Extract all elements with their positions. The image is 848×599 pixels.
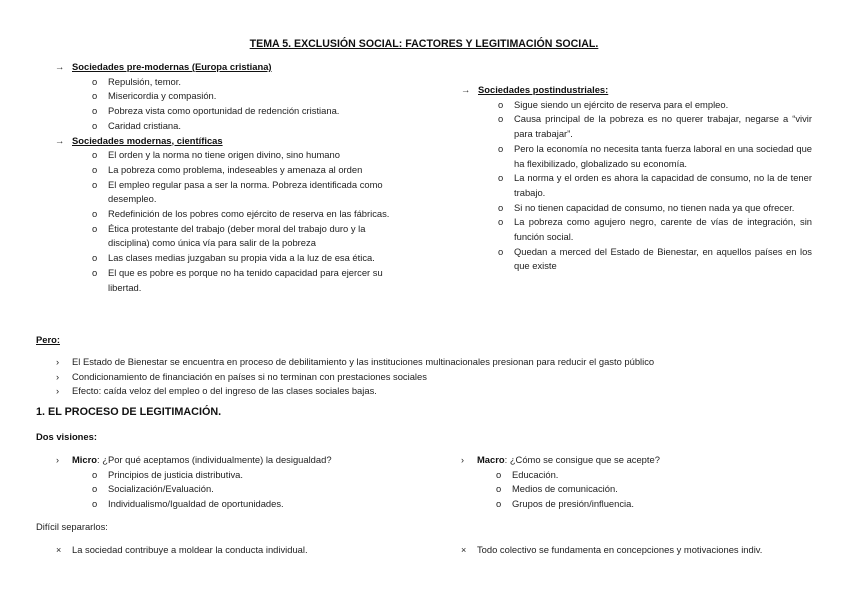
- list-item-text: Repulsión, temor.: [108, 75, 181, 87]
- bullet-icon: o: [92, 90, 98, 102]
- list-item-text: La pobreza como agujero negro, carente de vías de integración, sin función social.: [514, 216, 812, 243]
- list-item-text: Redefinición de los pobres como ejército de reserva en las fábricas.: [108, 208, 390, 220]
- list-item: [498, 98, 812, 113]
- list-item-text: Caridad cristiana.: [108, 119, 181, 131]
- list-item: [498, 245, 812, 274]
- chevron-icon: ›: [461, 455, 464, 465]
- list-item: [496, 482, 817, 497]
- list-item-text: El empleo regular pasa a ser la norma. Pobreza identificada como desempleo.: [108, 178, 383, 205]
- bullet-icon: o: [498, 142, 504, 154]
- bullet-icon: o: [496, 498, 502, 510]
- list-item: [498, 201, 812, 216]
- list-item: [92, 497, 432, 512]
- list-item-text: Si no tienen capacidad de consumo, no tienen nada ya que ofrecer.: [514, 201, 795, 213]
- bullet-icon: o: [92, 222, 98, 234]
- bullet-icon: o: [92, 178, 98, 190]
- bullet-icon: o: [498, 172, 504, 184]
- list-item: [498, 171, 812, 200]
- bullet-icon: o: [92, 149, 98, 161]
- list-item: [92, 119, 372, 134]
- premodernas-list: [92, 75, 372, 134]
- bullet-icon: o: [498, 98, 504, 110]
- dificil-label: Difícil separarlos:: [36, 521, 108, 532]
- bullet-icon: o: [92, 483, 98, 495]
- modernas-list: [92, 148, 408, 295]
- list-item: [498, 142, 812, 171]
- chevron-icon: ›: [56, 385, 60, 397]
- section-header: Sociedades pre-modernas (Europa cristiana): [72, 61, 272, 72]
- list-item-text: Ética protestante del trabajo (deber moral del trabajo duro y la disciplina) como única vía para salir de la pobreza: [108, 222, 366, 249]
- list-item-text: Causa principal de la pobreza es no querer trabajar, negarse a “vivir para trabajar”.: [514, 113, 812, 140]
- list-item-text: La pobreza como problema, indeseables y amenaza al orden: [108, 163, 363, 175]
- cross-icon: ×: [56, 545, 62, 555]
- list-item: [498, 112, 812, 141]
- list-item: [496, 468, 817, 483]
- list-item: [92, 178, 408, 207]
- list-item: [92, 104, 372, 119]
- bullet-icon: o: [498, 201, 504, 213]
- page-title: TEMA 5. EXCLUSIÓN SOCIAL: FACTORES Y LEGITIMACIÓN SOCIAL.: [249, 38, 599, 50]
- arrow-icon: →: [461, 84, 471, 95]
- list-item-text: Medios de comunicación.: [512, 483, 618, 495]
- list-item-text: Condicionamiento de financiación en países si no terminan con prestaciones sociales: [72, 370, 427, 382]
- right-point-text: Todo colectivo se fundamenta en concepciones y motivaciones indiv.: [477, 544, 763, 555]
- macro-list: [496, 468, 817, 512]
- section-header: Sociedades modernas, científicas: [72, 134, 223, 146]
- list-item: [92, 468, 432, 483]
- list-item: [92, 251, 408, 266]
- list-item-text: La norma y el orden es ahora la capacidad de consumo, no la de tener trabajo.: [514, 172, 812, 198]
- macro-block: [461, 453, 817, 512]
- pero-header: Pero:: [36, 334, 60, 345]
- section-header: Sociedades postindustriales:: [478, 84, 609, 95]
- list-item-text: El orden y la norma no tiene origen divino, sino humano: [108, 149, 340, 161]
- chevron-icon: ›: [56, 455, 59, 465]
- list-item: [56, 355, 832, 370]
- list-item-text: El que es pobre es porque no ha tenido capacidad para ejercer su libertad.: [108, 266, 383, 293]
- list-item-text: Individualismo/Igualdad de oportunidades.: [108, 498, 284, 510]
- section-heading: 1. EL PROCESO DE LEGITIMACIÓN.: [36, 406, 222, 418]
- list-item: [92, 482, 432, 497]
- list-item-text: Las clases medias juzgaban su propia vida a la luz de esa ética.: [108, 252, 375, 264]
- list-item-text: Educación.: [512, 468, 559, 480]
- bullet-icon: o: [496, 483, 502, 495]
- cross-icon: ×: [461, 545, 467, 555]
- list-item: [92, 148, 408, 163]
- bullet-icon: o: [92, 75, 98, 87]
- pero-list: [56, 355, 832, 399]
- right-point: [461, 543, 763, 558]
- list-item: [92, 222, 408, 251]
- list-item: [496, 497, 817, 512]
- left-point: [56, 543, 308, 558]
- list-item: [92, 163, 408, 178]
- list-item: [92, 207, 408, 222]
- micro-block: [56, 453, 432, 512]
- list-item-text: Pobreza vista como oportunidad de redención cristiana.: [108, 105, 340, 117]
- subheading: Dos visiones:: [36, 431, 97, 442]
- macro-question: : ¿Cómo se consigue que se acepte?: [504, 454, 660, 465]
- postindustriales-list: [498, 98, 812, 274]
- micro-label: Micro: [72, 454, 98, 465]
- list-item-text: Principios de justicia distributiva.: [108, 468, 243, 480]
- list-item: [92, 75, 372, 90]
- bullet-icon: o: [92, 468, 98, 480]
- list-item-text: Grupos de presión/influencia.: [512, 498, 634, 510]
- bullet-icon: o: [498, 245, 504, 257]
- list-item-text: Pero la economía no necesita tanta fuerza laboral en una sociedad que ha flexibilizado, globalizado su economía.: [514, 142, 812, 169]
- bullet-icon: o: [92, 498, 98, 510]
- bullet-icon: o: [92, 119, 98, 131]
- bullet-icon: o: [498, 216, 504, 228]
- bullet-icon: o: [92, 105, 98, 117]
- bullet-icon: o: [92, 266, 98, 278]
- list-item-text: Sigue siendo un ejército de reserva para el empleo.: [514, 98, 729, 110]
- bullet-icon: o: [92, 252, 98, 264]
- list-item: [56, 384, 832, 399]
- chevron-icon: ›: [56, 370, 60, 382]
- bullet-icon: o: [496, 468, 502, 480]
- bullet-icon: o: [92, 163, 98, 175]
- micro-question: : ¿Por qué aceptamos (individualmente) la desigualdad?: [97, 454, 332, 465]
- arrow-icon: →: [55, 134, 65, 146]
- list-item-text: Efecto: caída veloz del empleo o del ingreso de las clases sociales bajas.: [72, 385, 377, 397]
- list-item: [498, 215, 812, 244]
- list-item-text: Socialización/Evaluación.: [108, 483, 214, 495]
- list-item-text: El Estado de Bienestar se encuentra en proceso de debilitamiento y las instituciones multinacionales presionan para reducir el gasto público: [72, 356, 655, 367]
- bullet-icon: o: [498, 113, 504, 125]
- chevron-icon: ›: [56, 356, 60, 367]
- macro-label: Macro: [477, 454, 505, 465]
- micro-list: [92, 468, 432, 512]
- list-item-text: Quedan a merced del Estado de Bienestar, en aquellos países en los que existe: [514, 245, 812, 272]
- list-item: [92, 89, 372, 104]
- list-item: [92, 266, 408, 295]
- left-point-text: La sociedad contribuye a moldear la conducta individual.: [72, 544, 308, 555]
- bullet-icon: o: [92, 208, 98, 220]
- arrow-icon: →: [55, 61, 65, 72]
- list-item: [56, 370, 832, 385]
- premodernas-section: [55, 60, 390, 295]
- postindustriales-section: [461, 83, 814, 274]
- list-item-text: Misericordia y compasión.: [108, 90, 217, 102]
